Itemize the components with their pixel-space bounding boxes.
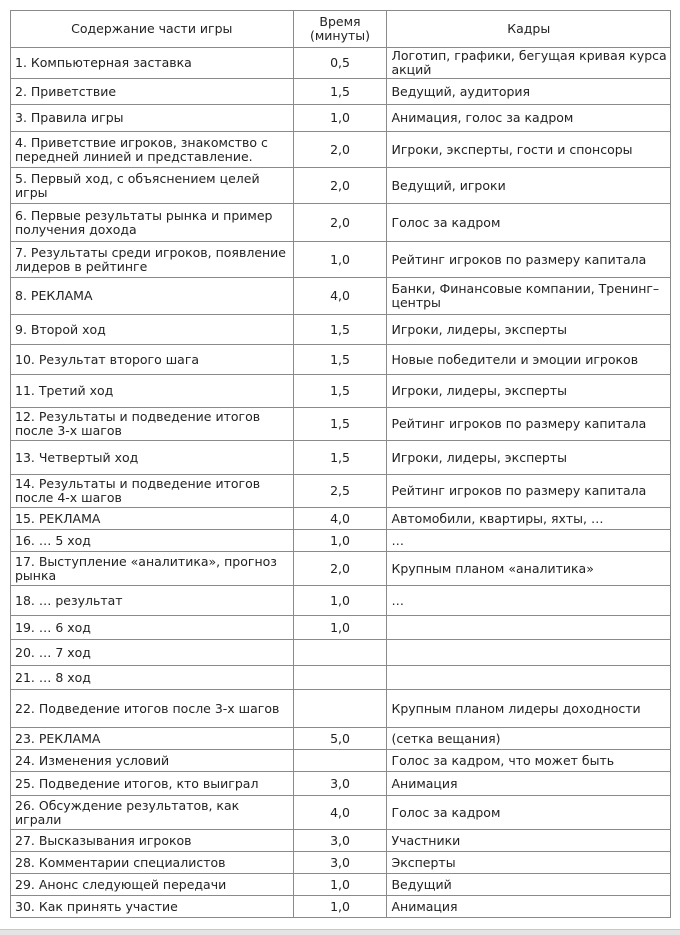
cell-part: 8. РЕКЛАМА — [11, 278, 294, 315]
table-row — [11, 278, 671, 315]
cell-time: 4,0 — [293, 508, 387, 530]
cell-frames: Игроки, лидеры, эксперты — [387, 375, 671, 408]
cell-time: 0,5 — [293, 48, 387, 79]
table-row — [11, 204, 671, 242]
table-row — [11, 508, 671, 530]
cell-part: 14. Результаты и подведение итогов после 4-х шагов — [11, 475, 294, 508]
cell-time: 1,5 — [293, 79, 387, 105]
table-row — [11, 666, 671, 690]
header-frames: Кадры — [387, 11, 671, 48]
table-row — [11, 345, 671, 375]
cell-part: 18. … результат — [11, 586, 294, 616]
cell-part: 1. Компьютерная заставка — [11, 48, 294, 79]
cell-part: 10. Результат второго шага — [11, 345, 294, 375]
cell-frames: Голос за кадром, что может быть — [387, 750, 671, 772]
cell-time: 2,0 — [293, 204, 387, 242]
cell-time: 1,0 — [293, 874, 387, 896]
cell-frames: Логотип, графики, бегущая кривая курса акций — [387, 48, 671, 79]
cell-time: 2,0 — [293, 168, 387, 204]
cell-frames: Игроки, лидеры, эксперты — [387, 315, 671, 345]
cell-part: 23. РЕКЛАМА — [11, 728, 294, 750]
cell-frames: (сетка вещания) — [387, 728, 671, 750]
table-row — [11, 475, 671, 508]
cell-part: 15. РЕКЛАМА — [11, 508, 294, 530]
header-time: Время (минуты) — [293, 11, 387, 48]
cell-frames — [387, 640, 671, 666]
cell-frames: Ведущий — [387, 874, 671, 896]
cell-part: 26. Обсуждение результатов, как играли — [11, 796, 294, 830]
cell-frames: Банки, Финансовые компании, Тренинг–центры — [387, 278, 671, 315]
cell-frames: Крупным планом лидеры доходности — [387, 690, 671, 728]
cell-frames: Автомобили, квартиры, яхты, … — [387, 508, 671, 530]
cell-time: 1,0 — [293, 530, 387, 552]
cell-part: 13. Четвертый ход — [11, 441, 294, 475]
table-row — [11, 132, 671, 168]
cell-time — [293, 690, 387, 728]
cell-frames: Эксперты — [387, 852, 671, 874]
table-row — [11, 408, 671, 441]
cell-part: 6. Первые результаты рынка и пример получения дохода — [11, 204, 294, 242]
cell-time: 4,0 — [293, 278, 387, 315]
cell-time: 3,0 — [293, 852, 387, 874]
table-row — [11, 690, 671, 728]
cell-time: 1,5 — [293, 345, 387, 375]
cell-part: 27. Высказывания игроков — [11, 830, 294, 852]
cell-time: 1,0 — [293, 586, 387, 616]
cell-part: 28. Комментарии специалистов — [11, 852, 294, 874]
cell-frames: Анимация — [387, 772, 671, 796]
cell-part: 21. … 8 ход — [11, 666, 294, 690]
cell-time: 2,0 — [293, 552, 387, 586]
cell-frames: Рейтинг игроков по размеру капитала — [387, 475, 671, 508]
cell-part: 25. Подведение итогов, кто выиграл — [11, 772, 294, 796]
cell-part: 12. Результаты и подведение итогов после 3-х шагов — [11, 408, 294, 441]
cell-part: 22. Подведение итогов после 3-х шагов — [11, 690, 294, 728]
table-row — [11, 242, 671, 278]
table-row — [11, 441, 671, 475]
cell-frames: Голос за кадром — [387, 204, 671, 242]
cell-time: 1,5 — [293, 408, 387, 441]
cell-part: 4. Приветствие игроков, знакомство с передней линией и представление. — [11, 132, 294, 168]
cell-part: 24. Изменения условий — [11, 750, 294, 772]
cell-part: 30. Как принять участие — [11, 896, 294, 918]
table-row — [11, 640, 671, 666]
cell-part: 16. … 5 ход — [11, 530, 294, 552]
cell-frames — [387, 616, 671, 640]
cell-part: 7. Результаты среди игроков, появление лидеров в рейтинге — [11, 242, 294, 278]
cell-time: 5,0 — [293, 728, 387, 750]
table-row — [11, 79, 671, 105]
cell-time: 1,5 — [293, 375, 387, 408]
table-row — [11, 896, 671, 918]
table-row — [11, 616, 671, 640]
cell-time — [293, 640, 387, 666]
cell-time — [293, 750, 387, 772]
cell-frames: Участники — [387, 830, 671, 852]
cell-frames: Голос за кадром — [387, 796, 671, 830]
cell-part: 11. Третий ход — [11, 375, 294, 408]
cell-time: 2,0 — [293, 132, 387, 168]
cell-frames: Рейтинг игроков по размеру капитала — [387, 242, 671, 278]
bottom-divider — [0, 929, 680, 935]
cell-frames: Анимация — [387, 896, 671, 918]
table-header-row — [11, 11, 671, 48]
cell-part: 17. Выступление «аналитика», прогноз рынка — [11, 552, 294, 586]
cell-time: 1,0 — [293, 105, 387, 132]
cell-frames: Крупным планом «аналитика» — [387, 552, 671, 586]
cell-time — [293, 666, 387, 690]
cell-time: 1,0 — [293, 896, 387, 918]
cell-time: 2,5 — [293, 475, 387, 508]
table-row — [11, 586, 671, 616]
table-row — [11, 772, 671, 796]
cell-time: 1,0 — [293, 242, 387, 278]
cell-part: 20. … 7 ход — [11, 640, 294, 666]
table-row — [11, 728, 671, 750]
header-part: Содержание части игры — [11, 11, 294, 48]
cell-part: 3. Правила игры — [11, 105, 294, 132]
table-row — [11, 105, 671, 132]
cell-part: 2. Приветствие — [11, 79, 294, 105]
table-row — [11, 830, 671, 852]
cell-time: 1,0 — [293, 616, 387, 640]
table-row — [11, 530, 671, 552]
cell-time: 4,0 — [293, 796, 387, 830]
cell-part: 5. Первый ход, с объяснением целей игры — [11, 168, 294, 204]
table-row — [11, 796, 671, 830]
cell-frames: Рейтинг игроков по размеру капитала — [387, 408, 671, 441]
cell-frames: … — [387, 586, 671, 616]
table-row — [11, 552, 671, 586]
table-row — [11, 874, 671, 896]
cell-part: 29. Анонс следующей передачи — [11, 874, 294, 896]
table-row — [11, 168, 671, 204]
cell-frames: Ведущий, игроки — [387, 168, 671, 204]
cell-time: 1,5 — [293, 441, 387, 475]
table-row — [11, 48, 671, 79]
cell-frames: Ведущий, аудитория — [387, 79, 671, 105]
cell-part: 9. Второй ход — [11, 315, 294, 345]
cell-frames: Игроки, лидеры, эксперты — [387, 441, 671, 475]
cell-frames: Анимация, голос за кадром — [387, 105, 671, 132]
cell-part: 19. … 6 ход — [11, 616, 294, 640]
cell-frames: … — [387, 530, 671, 552]
table-row — [11, 315, 671, 345]
cell-frames — [387, 666, 671, 690]
cell-frames: Игроки, эксперты, гости и спонсоры — [387, 132, 671, 168]
cell-time: 3,0 — [293, 830, 387, 852]
game-schedule-table — [10, 10, 671, 918]
table-row — [11, 750, 671, 772]
table-row — [11, 375, 671, 408]
cell-frames: Новые победители и эмоции игроков — [387, 345, 671, 375]
cell-time: 3,0 — [293, 772, 387, 796]
cell-time: 1,5 — [293, 315, 387, 345]
table-row — [11, 852, 671, 874]
